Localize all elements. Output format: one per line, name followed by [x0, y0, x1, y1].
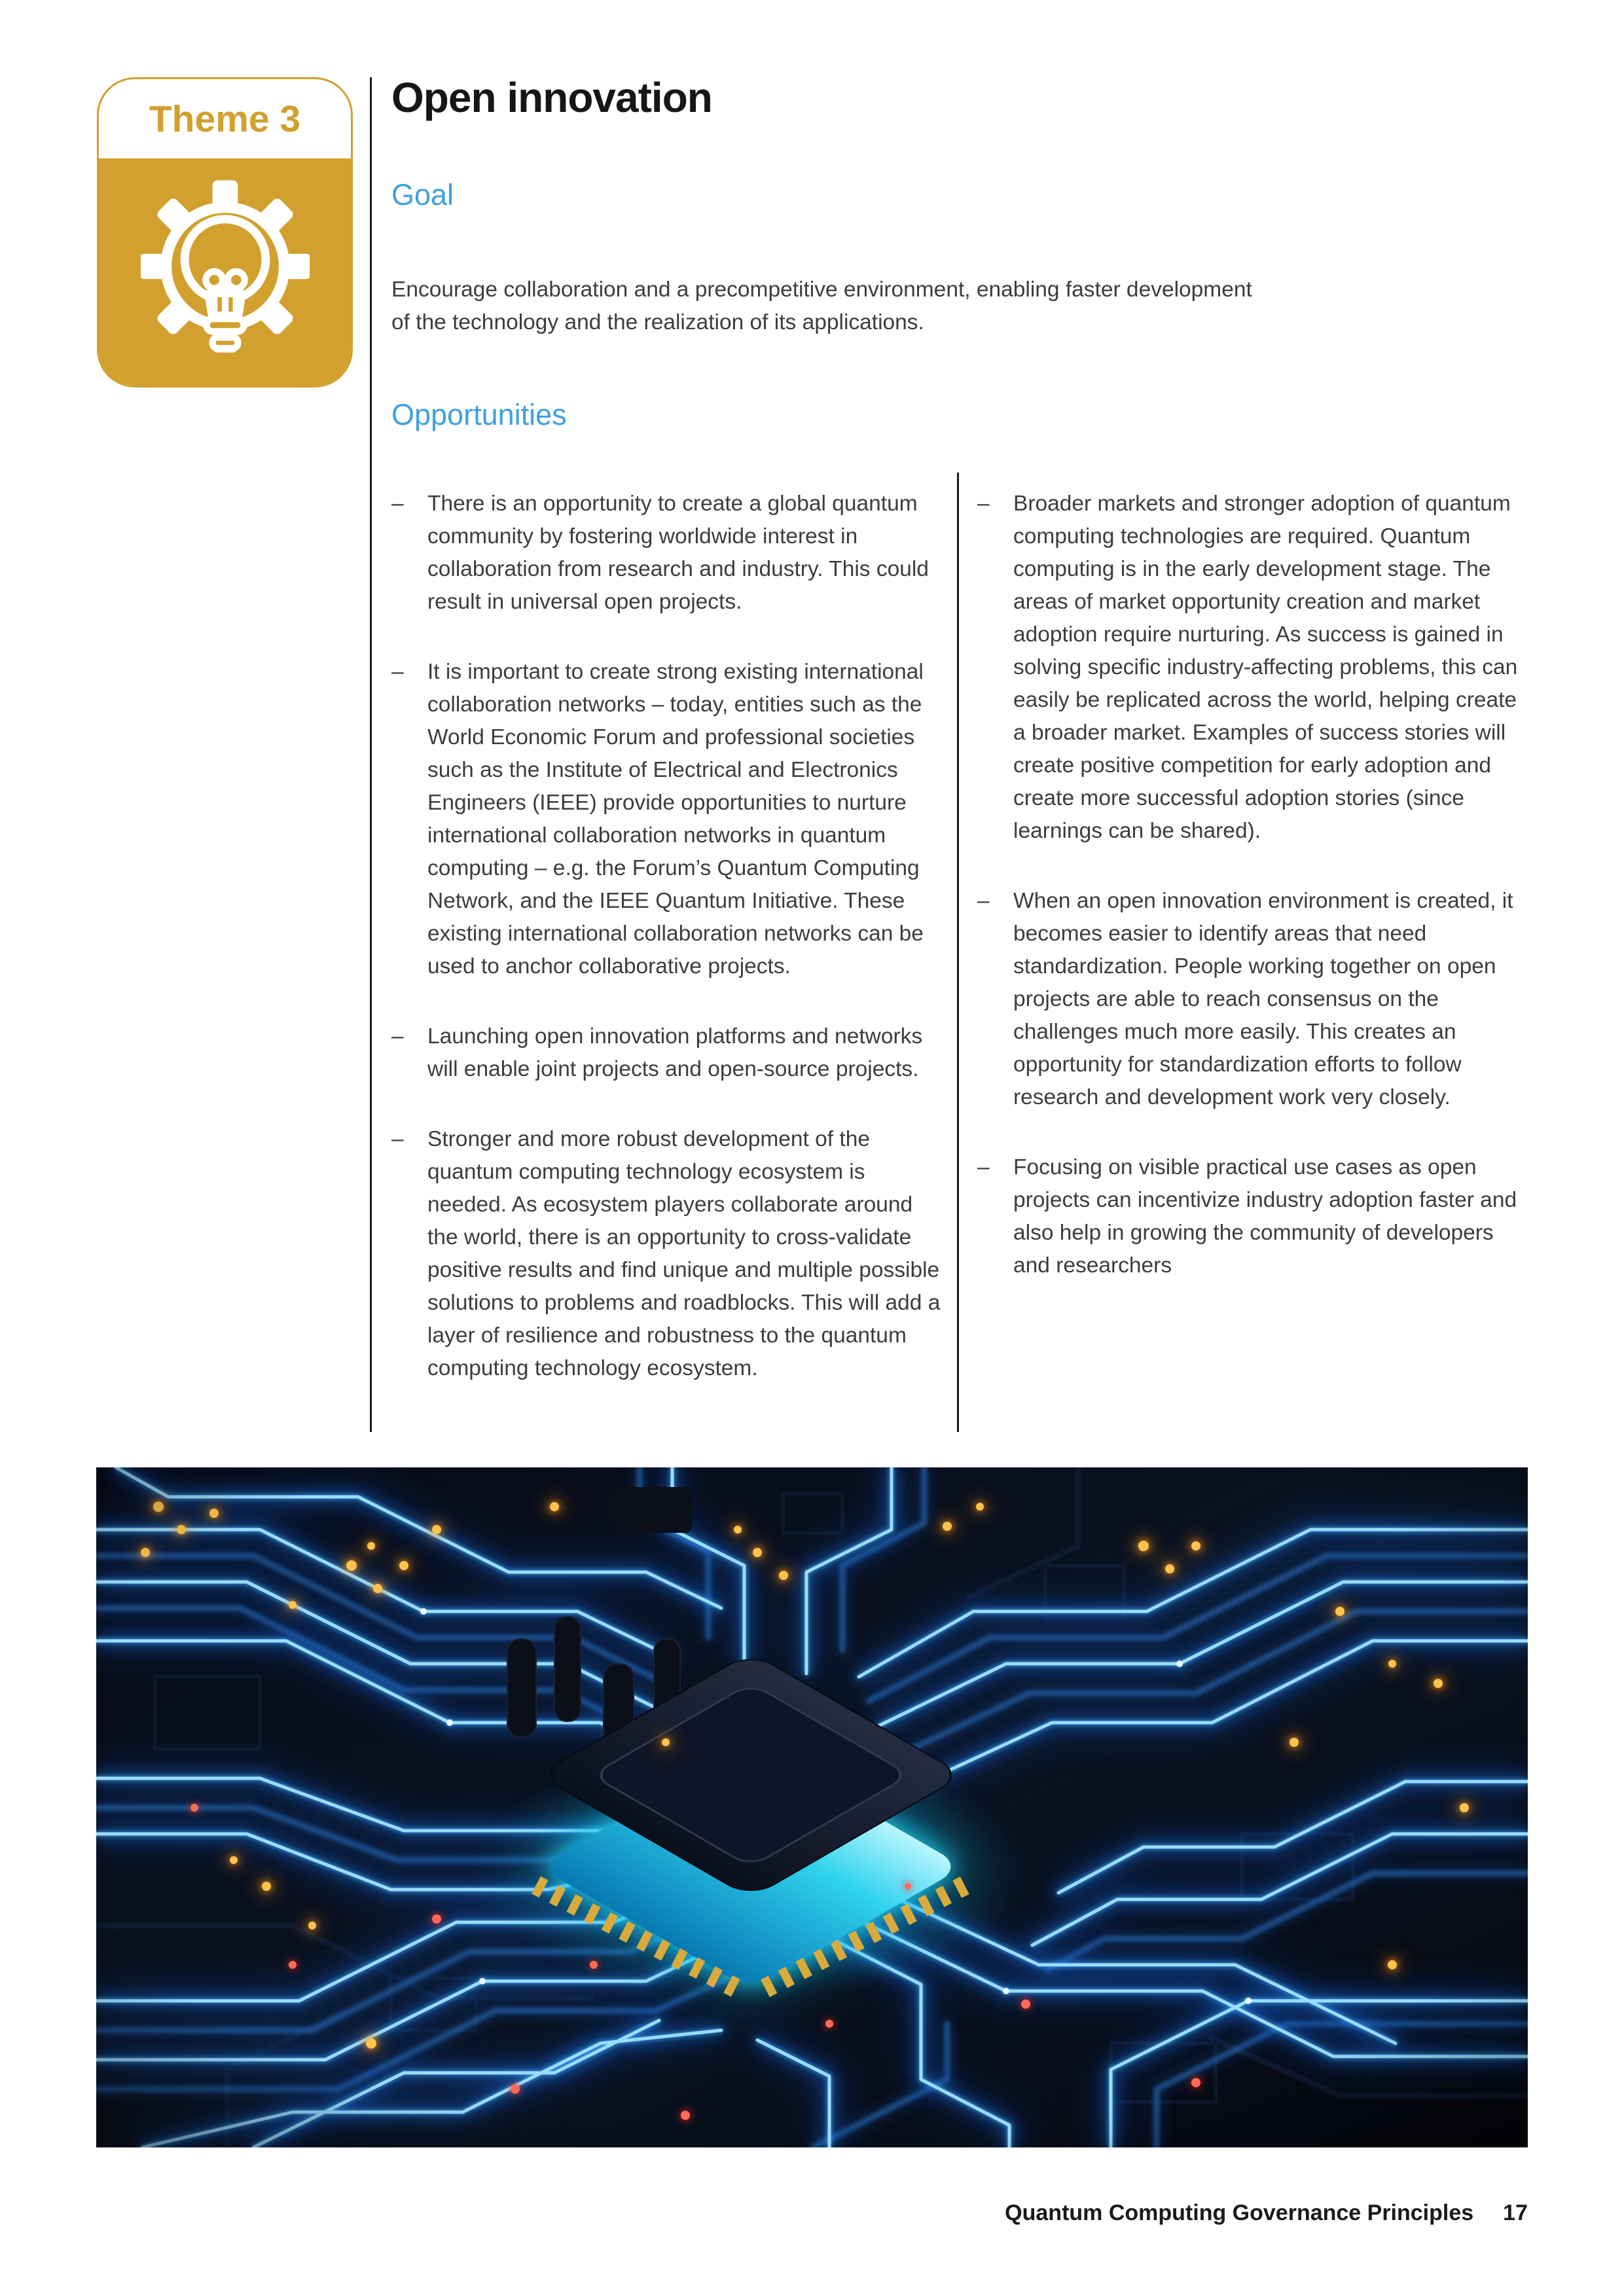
column-divider-rule [957, 473, 959, 1432]
page-footer [1005, 2200, 1528, 2226]
bullet-text: There is an opportunity to create a global quantum community by fostering worldwide interest in collaboration from research and industry. This could result in universal open projects. [427, 492, 929, 614]
bullet-dash: – [977, 492, 990, 516]
goal-body-text: Encourage collaboration and a precompetitive environment, enabling faster development of the technology and the realization of its applications. [391, 278, 1252, 334]
opportunities-heading: Opportunities [391, 398, 567, 431]
footer-page-number: 17 [1503, 2200, 1528, 2225]
theme-badge [97, 77, 353, 387]
theme-badge-icon-area [99, 158, 351, 386]
footer-document-title: Quantum Computing Governance Principles [1005, 2200, 1474, 2225]
bullet-dash: – [977, 889, 990, 913]
bullet-text: Focusing on visible practical use cases as open projects can incentivize industry adoption faster and also help in growing the community of developers and researchers [1013, 1155, 1517, 1278]
bullet-text: It is important to create strong existing international collaboration networks – today, entities such as the World Economic Forum and professional societies such as the Institute of Electrical and Electronics Engineers (IEEE) provide opportunities to nurture international collaboration networks in quantum computing – e.g. the Forum’s Quantum Computing Network, and the IEEE Quantum Initiative. These existing international collaboration networks can be used to anchor collaborative projects. [427, 660, 924, 978]
bullet-text: Launching open innovation platforms and networks will enable joint projects and open-source projects. [427, 1024, 923, 1081]
goal-heading: Goal [391, 178, 454, 211]
opportunities-left-column [391, 488, 945, 1422]
bullet-text: Broader markets and stronger adoption of quantum computing technologies are required. Quantum computing is in the early development stage. The areas of market opportunity creation and market adoption require nurturing. As success is gained in solving specific industry-affecting problems, this can easily be replicated across the world, helping create a broader market. Examples of success stories will create positive competition for early adoption and create more successful adoption stories (since learnings can be shared). [1013, 492, 1518, 843]
list-item [391, 656, 945, 983]
bullet-dash: – [391, 660, 404, 684]
list-item [977, 488, 1530, 848]
bullet-dash: – [391, 1024, 404, 1049]
list-item [977, 885, 1530, 1114]
bullet-text: When an open innovation environment is created, it becomes easier to identify areas that need standardization. People working together on open projects are able to reach consensus on the challenges much more easily. This creates an opportunity for standardization efforts to follow research and development work very closely. [1013, 889, 1513, 1109]
opportunities-right-column [977, 488, 1530, 1319]
title-divider-rule [370, 77, 372, 1432]
page-title: Open innovation [391, 74, 712, 121]
theme-badge-label: Theme 3 [149, 98, 301, 140]
quantum-chip-circuit-board-photo [96, 1467, 1528, 2147]
bullet-dash: – [977, 1155, 990, 1179]
list-item [391, 1123, 945, 1385]
bullet-dash: – [391, 492, 404, 516]
bullet-dash: – [391, 1127, 404, 1151]
list-item [391, 488, 945, 619]
bullet-text: Stronger and more robust development of the quantum computing technology ecosystem is needed. As ecosystem players collaborate around the world, there is an opportunity to cross-validate positive results and find unique and multiple possible solutions to problems and roadblocks. This will add a layer of resilience and robustness to the quantum computing technology ecosystem. [427, 1127, 941, 1380]
list-item [977, 1151, 1530, 1282]
gear-lightbulb-icon [141, 173, 310, 371]
list-item [391, 1020, 945, 1086]
